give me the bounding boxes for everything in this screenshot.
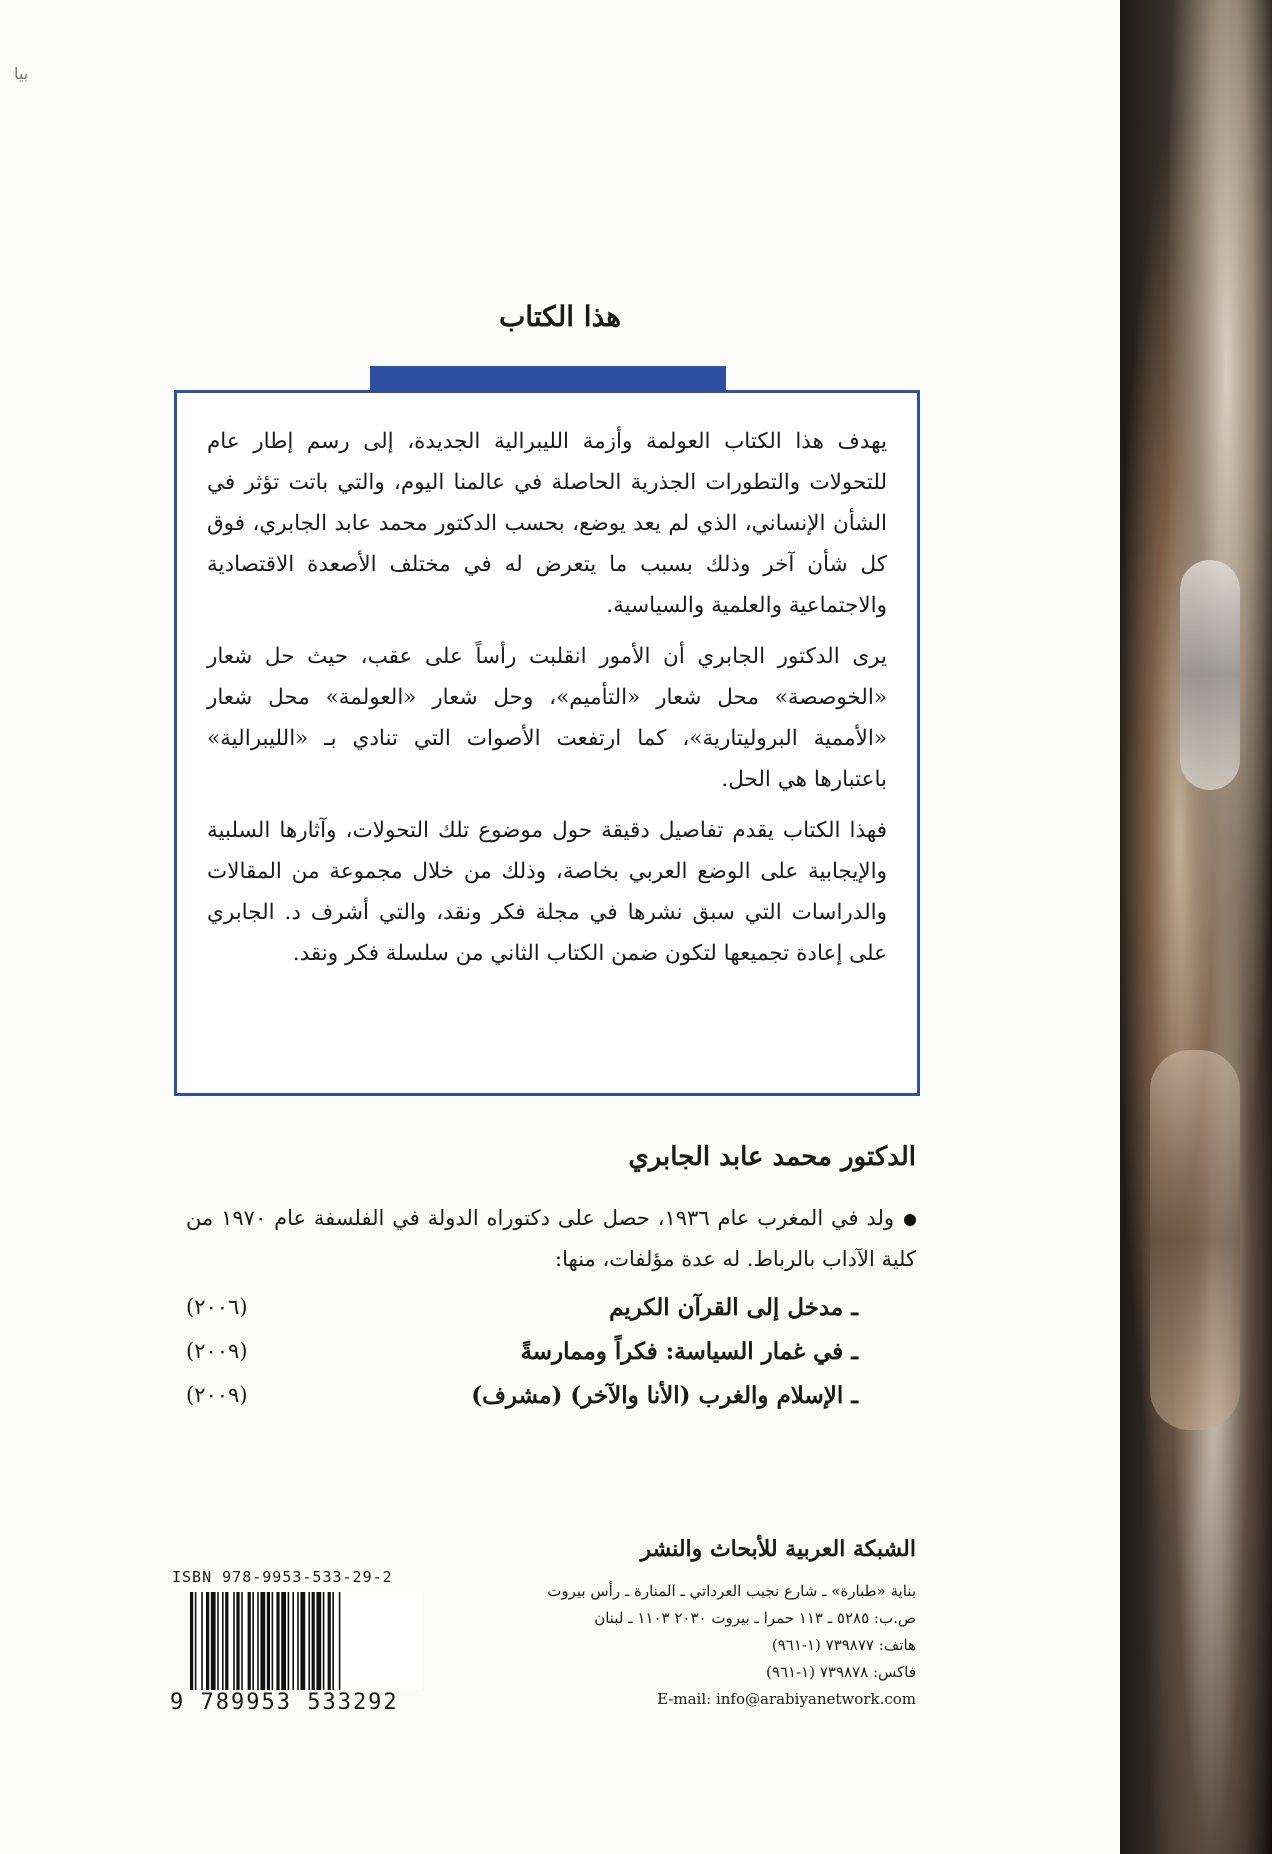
list-item [186, 1373, 858, 1417]
isbn-label: ISBN 978-9953-533-29-2 [172, 1568, 393, 1586]
author-bio [186, 1198, 916, 1280]
publisher-phone-line: هاتف: ٧٣٩٨٧٧ (١-٩٦١) [771, 1636, 916, 1654]
list-item [186, 1285, 858, 1329]
barcode-icon [190, 1592, 422, 1702]
list-item [186, 1329, 858, 1373]
heading-bar [370, 366, 726, 390]
work-title: ـ في غمار السياسة: فكراً وممارسةً [520, 1337, 858, 1365]
publisher-address-line: بناية «طبارة» ـ شارع نجيب العرداتي ـ المنارة ـ رأس بيروت [547, 1582, 916, 1600]
description-paragraph-2: يرى الدكتور الجابري أن الأمور انقلبت رأساً على عقب، حيث حل شعار «الخوصصة» محل شعار «التأميم»، وحل شعار «العولمة» محل شعار «الأممية البروليتارية»، كما ارتفعت الأصوات التي تنادي بـ «الليبرالية» باعتبارها هي الحل. [207, 644, 887, 792]
barcode-digits: 9 789953 533292 [170, 1690, 432, 1715]
section-heading: هذا الكتاب [498, 300, 622, 333]
corner-mark: بيا [14, 64, 29, 83]
work-year: (٢٠٠٩) [186, 1383, 248, 1407]
description-box [174, 390, 920, 1096]
author-bio-text: ولد في المغرب عام ١٩٣٦، حصل على دكتوراه الدولة في الفلسفة عام ١٩٧٠ من كلية الآداب بالرباط. له عدة مؤلفات، منها: [186, 1206, 916, 1271]
publisher-address [476, 1578, 916, 1713]
publisher-fax-line: فاكس: ٧٣٩٨٧٨ (١-٩٦١) [766, 1663, 916, 1681]
works-list [186, 1285, 858, 1417]
publisher-pobox-line: ص.ب: ٥٢٨٥ ـ ١١٣ حمرا ـ بيروت ٢٠٣٠ ١١٠٣ ـ لبنان [594, 1609, 916, 1627]
work-year: (٢٠٠٩) [186, 1339, 248, 1363]
spine-highlight-lower [1150, 1050, 1240, 1430]
bullet-icon [904, 1214, 916, 1226]
work-title: ـ الإسلام والغرب (الأنا والآخر) (مشرف) [471, 1381, 858, 1409]
spine-highlight [1180, 560, 1240, 790]
publisher-email: E-mail: info@arabiyanetwork.com [657, 1690, 916, 1708]
description-paragraph-3: فهذا الكتاب يقدم تفاصيل دقيقة حول موضوع تلك التحولات، وآثارها السلبية والإيجابية على الوضع العربي بخاصة، وذلك من خلال مجموعة من المقالات والدراسات التي سبق نشرها في مجلة فكر ونقد، والتي أشرف د. الجابري على إعادة تجميعها لتكون ضمن الكتاب الثاني من سلسلة فكر ونقد. [207, 818, 887, 966]
work-year: (٢٠٠٦) [186, 1295, 248, 1319]
author-name: الدكتور محمد عابد الجابري [628, 1142, 916, 1172]
cover-spine-photo [1120, 0, 1272, 1854]
description-paragraph-1: يهدف هذا الكتاب العولمة وأزمة الليبرالية الجديدة، إلى رسم إطار عام للتحولات والتطورات الجذرية الحاصلة في عالمنا اليوم، والتي باتت تؤثر في الشأن الإنساني، الذي لم يعد يوضع، بحسب الدكتور محمد عابد الجابري، فوق كل شأن آخر وذلك بسبب ما يتعرض له في مختلف الأصعدة الاقتصادية والاجتماعية والعلمية والسياسية. [207, 429, 887, 618]
work-title: ـ مدخل إلى القرآن الكريم [609, 1293, 858, 1321]
publisher-name: الشبكة العربية للأبحاث والنشر [640, 1536, 916, 1562]
